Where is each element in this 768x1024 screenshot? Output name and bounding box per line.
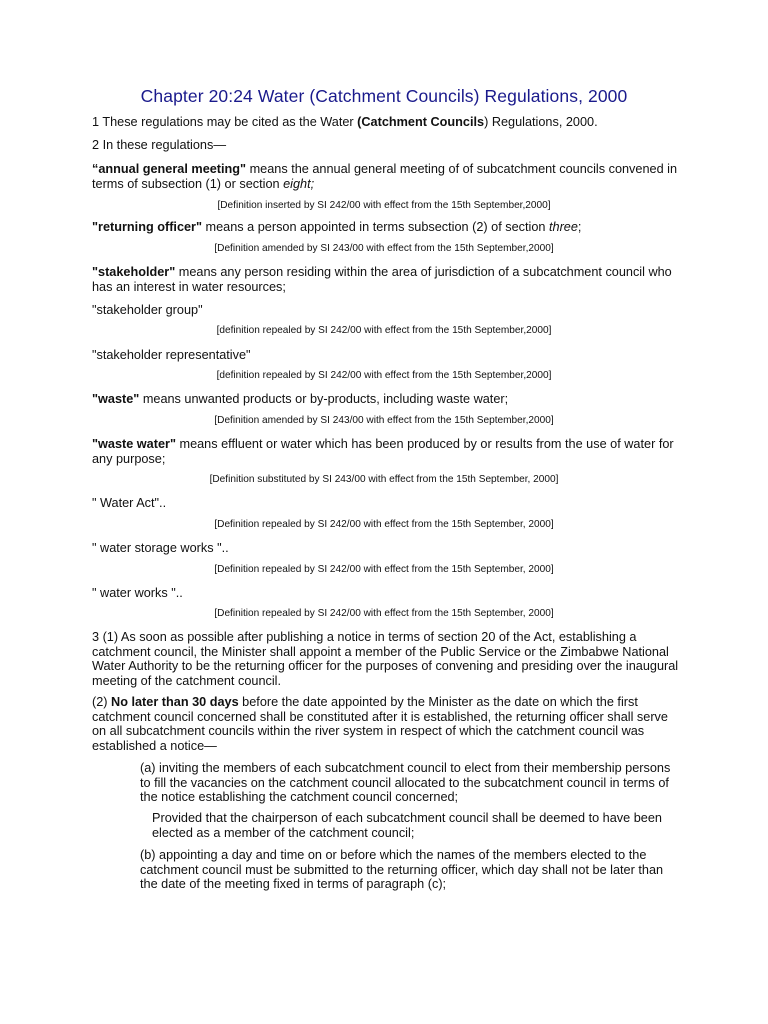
proviso: Provided that the chairperson of each subcatchment council shall be deemed to have been elected as a member of the catchment council; <box>152 811 662 840</box>
definition-text: means unwanted products or by-products, including waste water; <box>139 392 509 406</box>
term: "waste" <box>92 392 140 406</box>
definition-waste-water <box>92 437 682 466</box>
section-1-tail: ) Regulations, 2000. <box>484 115 598 129</box>
section-2: 2 In these regulations— <box>92 138 227 152</box>
section-3-2-lead: (2) <box>92 695 112 709</box>
definition-text: means a person appointed in terms subsection (2) of section <box>202 220 549 234</box>
definition-waste <box>92 392 682 407</box>
section-1-bold: (Catchment Councils <box>357 115 485 129</box>
definition-italic: three <box>549 220 578 234</box>
amendment-note: [Definition substituted by SI 243/00 with effect from the 15th September, 2000] <box>209 474 559 485</box>
term: "stakeholder" <box>92 265 176 279</box>
section-3-2-bold: No later than 30 days <box>111 695 239 709</box>
amendment-note: [Definition inserted by SI 242/00 with effect from the 15th September,2000] <box>217 200 551 211</box>
definition-annual-general-meeting <box>92 162 682 191</box>
amendment-note: [Definition amended by SI 243/00 with effect from the 15th September,2000] <box>214 243 554 254</box>
definition-text: means the annual general meeting of of subcatchment councils convened in terms of subsection (1) or section <box>92 162 678 191</box>
amendment-note: [Definition repealed by SI 242/00 with effect from the 15th September, 2000] <box>214 519 554 530</box>
definition-tail: ; <box>577 220 582 234</box>
term: "waste water" <box>92 437 176 451</box>
definition-stakeholder <box>92 265 682 294</box>
term: “annual general meeting" <box>92 162 247 176</box>
definition-text: means effluent or water which has been produced by or results from the use of water for any purpose; <box>92 437 674 466</box>
definition-returning-officer <box>92 220 682 235</box>
amendment-note: [definition repealed by SI 242/00 with effect from the 15th September,2000] <box>216 325 552 336</box>
amendment-note: [definition repealed by SI 242/00 with effect from the 15th September,2000] <box>216 370 552 381</box>
amendment-note: [Definition repealed by SI 242/00 with effect from the 15th September, 2000] <box>214 564 554 575</box>
page-title: Chapter 20:24 Water (Catchment Councils) Regulations, 2000 <box>140 86 628 106</box>
section-1-lead: 1 These regulations may be cited as the Water <box>92 115 358 129</box>
amendment-note: [Definition repealed by SI 242/00 with effect from the 15th September, 2000] <box>214 608 554 619</box>
definition-water-storage-works: " water storage works ".. <box>92 541 229 555</box>
definition-text: means any person residing within the area of jurisdiction of a subcatchment council who has an interest in water resources; <box>92 265 672 294</box>
definition-water-act: " Water Act".. <box>92 496 167 510</box>
term: "returning officer" <box>92 220 203 234</box>
definition-stakeholder-group: "stakeholder group" <box>92 303 203 317</box>
section-3-2 <box>92 695 682 753</box>
paragraph-a: (a) inviting the members of each subcatchment council to elect from their membership persons to fill the vacancies on the catchment council allocated to the subcatchment council in terms of the notice establishing the catchment council concerned; <box>140 761 671 805</box>
section-3-2-text: before the date appointed by the Minister as the date on which the first catchment council concerned shall be constituted after it is established, the returning officer shall serve on all subcatchment councils within the river system in respect of which the catchment council was established a notice— <box>92 695 668 753</box>
definition-italic: eight; <box>283 176 315 191</box>
definition-stakeholder-representative: "stakeholder representative" <box>92 348 251 362</box>
paragraph-b: (b) appointing a day and time on or before which the names of the members elected to the catchment council must be submitted to the returning officer, which day shall not be later than the date of the meeting fixed in terms of paragraph (c); <box>140 848 664 892</box>
definition-water-works: " water works ".. <box>92 586 183 600</box>
amendment-note: [Definition amended by SI 243/00 with effect from the 15th September,2000] <box>214 415 554 426</box>
section-3-1: 3 (1) As soon as possible after publishing a notice in terms of section 20 of the Act, establishing a catchment council, the Minister shall appoint a member of the Public Service or the Zimbabwe National Water Authority to be the returning officer for the purposes of convening and presiding over the inaugural meeting of the catchment council. <box>92 630 679 688</box>
section-1 <box>92 115 682 130</box>
